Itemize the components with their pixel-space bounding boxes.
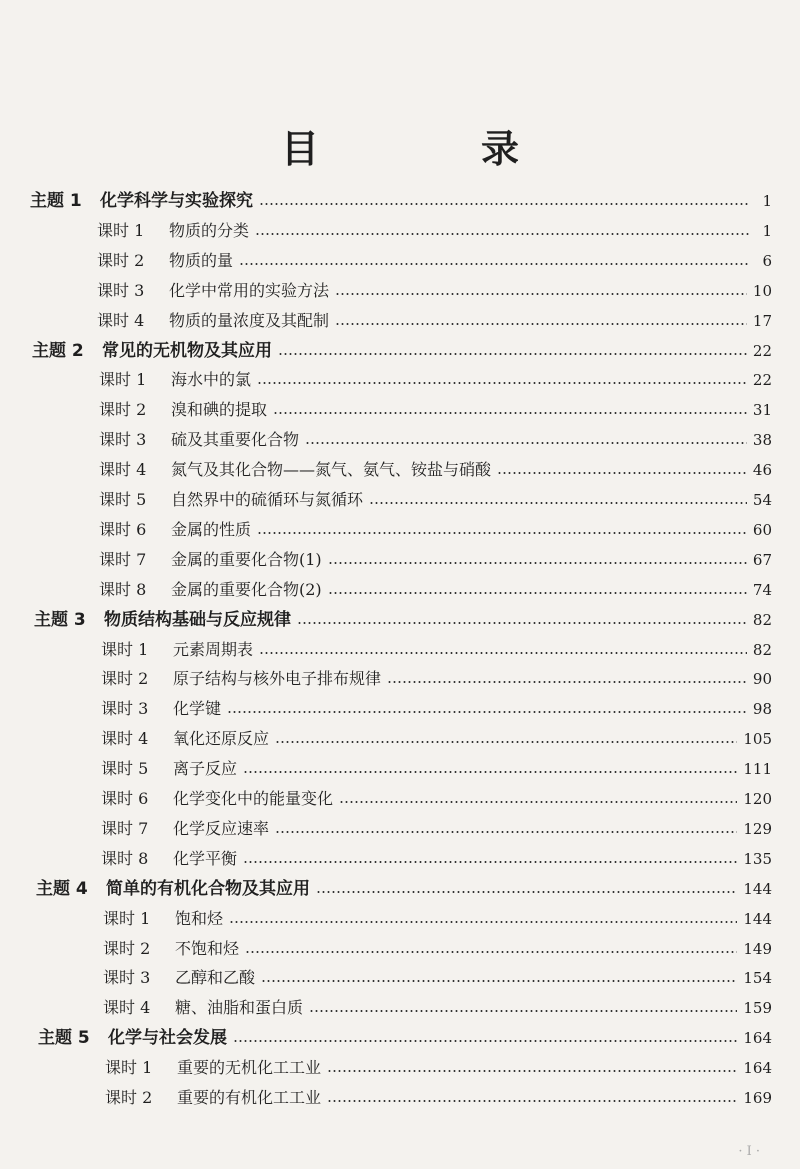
page-number: 159 — [743, 999, 772, 1018]
lesson-title: 金属的重要化合物(2) — [171, 579, 322, 599]
page-number: 1 — [762, 192, 772, 210]
page-number: 82 — [752, 610, 772, 629]
dot-leader — [275, 831, 737, 833]
toc-lesson[interactable] — [99, 425, 772, 455]
page-number: 54 — [752, 491, 772, 509]
dot-leader — [257, 532, 747, 534]
toc-lesson[interactable] — [105, 1083, 772, 1113]
page-number: 82 — [752, 640, 772, 659]
toc-lesson[interactable] — [101, 784, 772, 814]
topic-title: 化学与社会发展 — [108, 1028, 227, 1049]
page-number: 22 — [752, 371, 772, 390]
dot-leader — [273, 412, 747, 414]
dot-leader — [297, 622, 747, 624]
page-number: 10 — [752, 281, 772, 300]
lesson-number: 课时 8 — [101, 848, 149, 868]
page-number: 164 — [743, 1029, 772, 1048]
page-number: 22 — [752, 341, 772, 360]
page-number: 60 — [752, 520, 772, 539]
page-number: 46 — [752, 461, 772, 480]
toc-lesson[interactable] — [99, 515, 772, 545]
lesson-title: 自然界中的硫循环与氮循环 — [171, 490, 364, 509]
toc-topic[interactable] — [32, 336, 772, 366]
toc-lesson[interactable] — [103, 934, 772, 964]
toc-lesson[interactable] — [103, 904, 772, 934]
dot-leader — [335, 293, 747, 295]
dot-leader — [387, 681, 747, 683]
dot-leader — [305, 442, 747, 444]
topic-number: 主题 2 — [32, 340, 84, 361]
page-number: 120 — [743, 790, 772, 808]
lesson-title: 化学中常用的实验方法 — [169, 280, 330, 300]
page-number: 90 — [752, 670, 772, 689]
lesson-title: 乙醇和乙酸 — [175, 968, 256, 988]
lesson-title: 重要的无机化工工业 — [177, 1058, 322, 1078]
toc-lesson[interactable] — [101, 635, 772, 665]
page-number: 67 — [752, 550, 772, 569]
lesson-number: 课时 4 — [101, 729, 149, 749]
toc-lesson[interactable] — [103, 993, 772, 1023]
page-number: 144 — [743, 909, 772, 928]
page-number: 38 — [752, 431, 772, 450]
page-number: 129 — [743, 819, 772, 838]
dot-leader — [255, 233, 750, 235]
page-number: 135 — [743, 849, 772, 868]
toc-topic[interactable] — [36, 874, 772, 904]
toc-lesson[interactable] — [99, 455, 772, 485]
dot-leader — [245, 951, 737, 953]
dot-leader — [261, 980, 737, 982]
page-number: 149 — [743, 939, 772, 958]
toc-lesson[interactable] — [103, 963, 772, 993]
lesson-number: 课时 1 — [97, 220, 145, 240]
dot-leader — [327, 1100, 737, 1102]
topic-title: 常见的无机物及其应用 — [102, 340, 272, 361]
toc-lesson[interactable] — [101, 814, 772, 844]
lesson-title: 饱和烃 — [175, 908, 224, 928]
lesson-title: 物质的量浓度及其配制 — [169, 310, 330, 330]
lesson-number: 课时 2 — [101, 669, 149, 689]
toc-lesson[interactable] — [97, 246, 772, 276]
lesson-number: 课时 1 — [105, 1058, 153, 1078]
dot-leader — [369, 502, 747, 504]
page-number: 111 — [743, 760, 772, 779]
toc-lesson[interactable] — [97, 306, 772, 336]
lesson-title: 化学平衡 — [173, 848, 238, 868]
lesson-title: 氮气及其化合物——氮气、氨气、铵盐与硝酸 — [171, 460, 492, 480]
lesson-number: 课时 2 — [97, 250, 145, 270]
toc-lesson[interactable] — [99, 395, 772, 425]
topic-number: 主题 1 — [30, 191, 82, 211]
lesson-title: 糖、油脂和蛋白质 — [175, 998, 304, 1018]
lesson-number: 课时 3 — [97, 280, 145, 300]
lesson-title: 物质的分类 — [169, 220, 250, 240]
toc-lesson[interactable] — [101, 664, 772, 694]
dot-leader — [243, 861, 737, 863]
lesson-number: 课时 2 — [105, 1088, 153, 1107]
page-number: 31 — [752, 401, 772, 420]
lesson-number: 课时 5 — [99, 490, 147, 509]
page-number-footer: · I · — [738, 1144, 760, 1159]
dot-leader — [229, 921, 737, 923]
dot-leader — [233, 1040, 737, 1042]
page-number: 74 — [752, 580, 772, 599]
dot-leader — [227, 711, 747, 713]
dot-leader — [328, 562, 747, 564]
dot-leader — [339, 801, 737, 803]
page-number: 1 — [762, 221, 772, 240]
lesson-number: 课时 8 — [99, 579, 147, 599]
toc-lesson[interactable] — [99, 575, 772, 605]
page-number: 144 — [743, 879, 772, 898]
lesson-number: 课时 6 — [101, 789, 149, 808]
topic-title: 化学科学与实验探究 — [100, 191, 253, 211]
topic-number: 主题 5 — [38, 1028, 90, 1049]
page-number: 169 — [743, 1089, 772, 1107]
dot-leader — [327, 1070, 737, 1072]
lesson-title: 化学键 — [173, 699, 222, 719]
lesson-number: 课时 2 — [99, 400, 147, 420]
lesson-number: 课时 2 — [103, 938, 151, 958]
lesson-number: 课时 3 — [101, 699, 149, 719]
lesson-number: 课时 3 — [99, 430, 147, 450]
lesson-title: 化学反应速率 — [173, 818, 270, 838]
toc-topic[interactable] — [38, 1023, 772, 1053]
topic-number: 主题 3 — [34, 609, 86, 630]
lesson-number: 课时 4 — [99, 460, 147, 480]
lesson-title: 氧化还原反应 — [173, 729, 270, 749]
dot-leader — [309, 1010, 737, 1012]
dot-leader — [259, 203, 750, 205]
page-number: 164 — [743, 1059, 772, 1078]
lesson-title: 硫及其重要化合物 — [171, 430, 300, 450]
topic-title: 物质结构基础与反应规律 — [104, 609, 291, 630]
dot-leader — [275, 741, 737, 743]
lesson-title: 金属的性质 — [171, 519, 252, 539]
toc-lesson[interactable] — [101, 754, 772, 784]
toc-lesson[interactable] — [105, 1053, 772, 1083]
page-number: 6 — [762, 251, 772, 270]
page-title: 目 录 — [280, 126, 581, 171]
lesson-number: 课时 1 — [103, 908, 151, 928]
toc-lesson[interactable] — [101, 844, 772, 874]
page-number: 154 — [743, 969, 772, 988]
toc-lesson[interactable] — [97, 216, 772, 246]
page-number: 105 — [743, 730, 772, 749]
dot-leader — [497, 472, 747, 474]
lesson-title: 元素周期表 — [173, 639, 254, 659]
dot-leader — [335, 323, 747, 325]
toc-topic[interactable] — [30, 186, 772, 216]
lesson-number: 课时 4 — [103, 998, 151, 1018]
dot-leader — [278, 353, 747, 355]
lesson-number: 课时 1 — [101, 639, 149, 659]
toc-lesson[interactable] — [99, 365, 772, 395]
lesson-number: 课时 7 — [99, 549, 147, 569]
lesson-title: 化学变化中的能量变化 — [173, 789, 334, 808]
lesson-number: 课时 7 — [101, 818, 149, 838]
lesson-number: 课时 5 — [101, 759, 149, 779]
lesson-number: 课时 4 — [97, 310, 145, 330]
page-number: 98 — [752, 700, 772, 719]
toc-lesson[interactable] — [101, 694, 772, 724]
lesson-title: 离子反应 — [173, 759, 238, 779]
toc-lesson[interactable] — [97, 276, 772, 306]
dot-leader — [259, 652, 747, 654]
dot-leader — [239, 263, 750, 265]
lesson-number: 课时 3 — [103, 968, 151, 988]
lesson-title: 溴和碘的提取 — [171, 400, 268, 420]
dot-leader — [328, 592, 747, 594]
topic-number: 主题 4 — [36, 878, 88, 899]
lesson-title: 金属的重要化合物(1) — [171, 549, 322, 569]
dot-leader — [243, 771, 737, 773]
lesson-title: 原子结构与核外电子排布规律 — [173, 669, 382, 689]
toc-lesson[interactable] — [99, 545, 772, 575]
toc-topic[interactable] — [34, 605, 772, 635]
lesson-title: 重要的有机化工工业 — [177, 1088, 322, 1107]
dot-leader — [316, 891, 737, 893]
topic-title: 简单的有机化合物及其应用 — [106, 878, 310, 899]
toc-lesson[interactable] — [101, 724, 772, 754]
lesson-number: 课时 6 — [99, 519, 147, 539]
lesson-title: 海水中的氯 — [171, 370, 252, 390]
lesson-number: 课时 1 — [99, 370, 147, 390]
dot-leader — [257, 382, 747, 384]
lesson-title: 物质的量 — [169, 250, 234, 270]
page-number: 17 — [752, 311, 772, 330]
lesson-title: 不饱和烃 — [175, 938, 240, 958]
toc-lesson[interactable] — [99, 485, 772, 515]
